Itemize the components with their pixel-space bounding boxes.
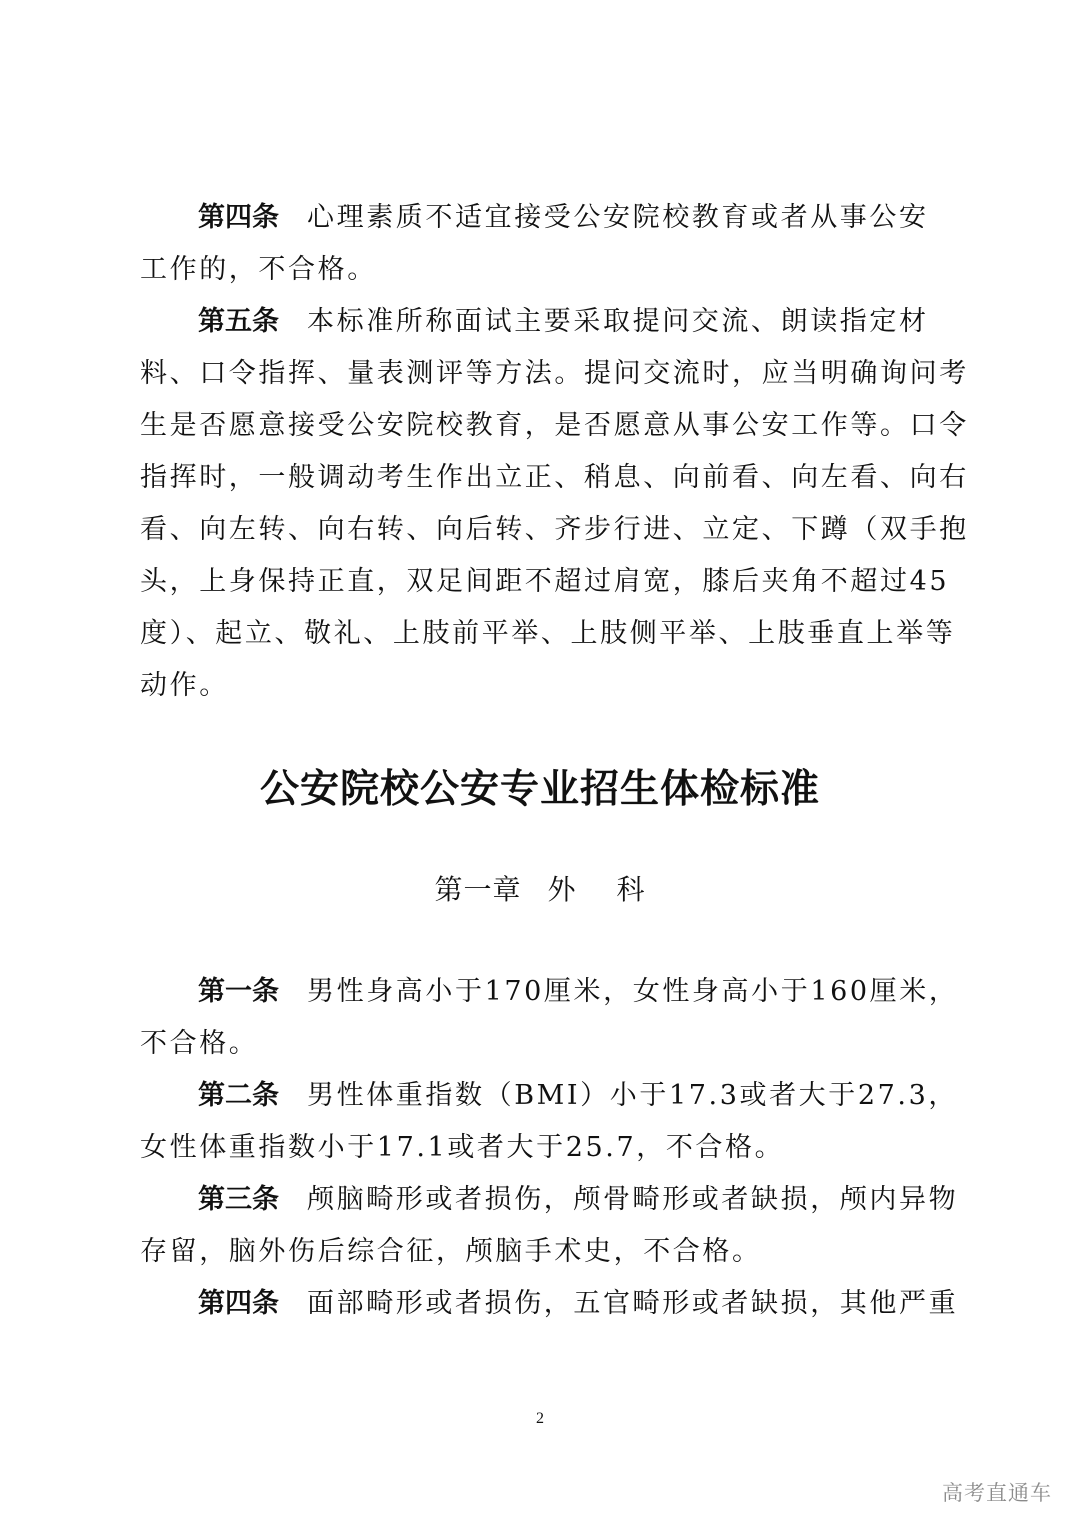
article-label: 第四条 <box>198 1288 279 1319</box>
article-label: 第四条 <box>198 202 279 233</box>
article-5-line-2: 料、口令指挥、量表测评等方法。提问交流时，应当明确询问考 <box>140 358 969 389</box>
article-text: 心理素质不适宜接受公安院校教育或者从事公安 <box>307 202 929 233</box>
physical-article-3-line-1 <box>198 1180 959 1220</box>
article-5-line-1 <box>198 302 940 342</box>
article-5-line-6: 头，上身保持正直，双足间距不超过肩宽，膝后夹角不超过45 <box>140 566 950 597</box>
physical-article-1-line-1 <box>198 972 959 1012</box>
physical-article-3-line-2: 存留，脑外伤后综合征，颅脑手术史，不合格。 <box>140 1236 762 1267</box>
article-text: 面部畸形或者损伤，五官畸形或者缺损，其他严重 <box>307 1288 959 1319</box>
physical-article-1-line-2: 不合格。 <box>140 1028 259 1059</box>
watermark-text: 高考直通车 <box>942 1481 1052 1505</box>
article-text: 颅脑畸形或者损伤，颅骨畸形或者缺损，颅内异物 <box>307 1184 959 1215</box>
article-text: 男性体重指数（BMI）小于17.3或者大于27.3， <box>307 1080 958 1111</box>
article-text: 本标准所称面试主要采取提问交流、朗读指定材 <box>307 306 929 337</box>
article-4-line-2: 工作的，不合格。 <box>140 254 377 285</box>
article-label: 第三条 <box>198 1184 279 1215</box>
article-5-line-4: 指挥时，一般调动考生作出立正、稍息、向前看、向左看、向右 <box>140 462 969 493</box>
physical-article-2-line-2: 女性体重指数小于17.1或者大于25.7，不合格。 <box>140 1132 785 1163</box>
physical-article-4-line-1 <box>198 1284 959 1324</box>
article-label: 第一条 <box>198 976 279 1007</box>
article-text: 男性身高小于170厘米，女性身高小于160厘米， <box>307 976 959 1007</box>
article-4-line-1 <box>198 198 940 238</box>
article-5-line-5: 看、向左转、向右转、向后转、齐步行进、立定、下蹲（双手抱 <box>140 514 969 545</box>
chapter-number: 第一章 <box>434 873 522 906</box>
chapter-name-char-1: 外 <box>547 873 577 906</box>
article-label: 第二条 <box>198 1080 279 1111</box>
document-title: 公安院校公安专业招生体检标准 <box>259 766 820 812</box>
chapter-heading <box>0 868 1080 908</box>
article-5-line-8: 动作。 <box>140 670 229 701</box>
physical-article-2-line-1 <box>198 1076 958 1116</box>
article-5-line-3: 生是否愿意接受公安院校教育，是否愿意从事公安工作等。口令 <box>140 410 969 441</box>
article-5-line-7: 度）、起立、敬礼、上肢前平举、上肢侧平举、上肢垂直上举等 <box>140 618 956 649</box>
page-number: 2 <box>536 1410 544 1427</box>
article-label: 第五条 <box>198 306 279 337</box>
chapter-name-char-2: 科 <box>616 873 646 906</box>
